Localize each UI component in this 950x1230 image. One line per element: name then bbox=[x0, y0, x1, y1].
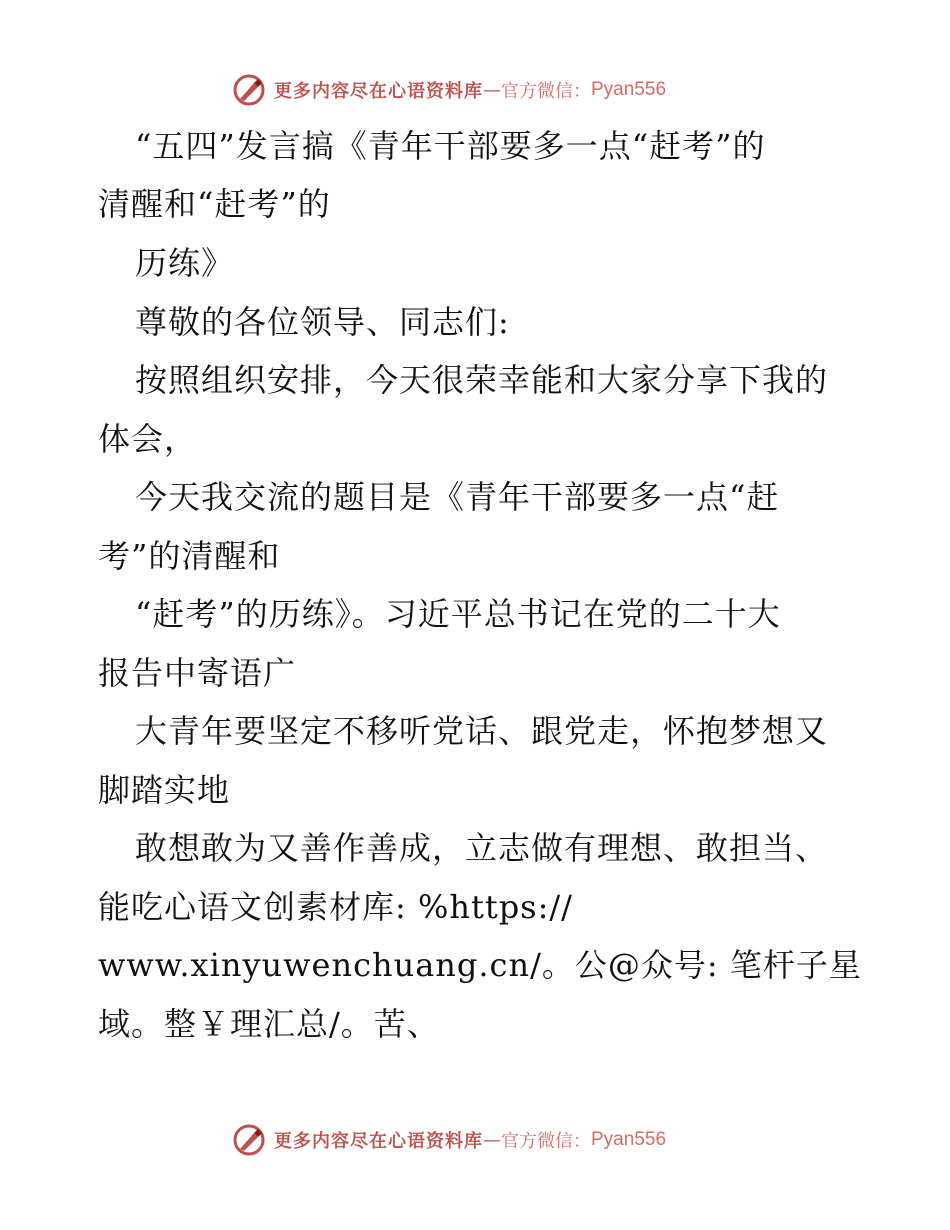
text-line: 尊敬的各位领导、同志们: bbox=[135, 303, 510, 341]
text-line: 脚踏实地 bbox=[98, 771, 231, 809]
text-line: 报告中寄语广 bbox=[98, 654, 297, 692]
banner-dash: — bbox=[483, 1129, 501, 1151]
text-line: 能吃心语文创素材库: %https:// bbox=[98, 888, 573, 926]
text-line: 按照组织安排，今天很荣幸能和大家分享下我的 bbox=[135, 361, 829, 399]
banner-wechat-id: Pyan556 bbox=[591, 79, 667, 100]
text-line: 今天我交流的题目是《青年干部要多一点“赶 bbox=[135, 478, 780, 516]
text-line: 清醒和“赶考”的 bbox=[98, 185, 331, 223]
text-line: “五四”发言搞《青年干部要多一点“赶考”的 bbox=[135, 127, 766, 165]
text-line: 域。整￥理汇总/。苦、 bbox=[98, 1005, 440, 1043]
text-line: “赶考”的历练》。习近平总书记在党的二十大 bbox=[135, 595, 781, 633]
banner-main-text: 更多内容尽在心语资料库 bbox=[274, 1131, 483, 1152]
text-line: 大青年要坚定不移听党话、跟党走，怀抱梦想又 bbox=[135, 712, 829, 750]
text-line: 体会， bbox=[98, 420, 198, 458]
text-line: 历练》 bbox=[135, 244, 235, 282]
banner-main-text: 更多内容尽在心语资料库 bbox=[274, 81, 483, 102]
header-banner bbox=[232, 70, 666, 110]
footer-banner bbox=[232, 1120, 666, 1160]
banner-dash: — bbox=[483, 79, 501, 101]
text-line: www.xinyuwenchuang.cn/。公@众号: 笔杆子星 bbox=[98, 946, 862, 984]
banner-wechat-id: Pyan556 bbox=[591, 1129, 667, 1150]
pen-logo-icon bbox=[232, 1123, 266, 1157]
pen-logo-icon bbox=[232, 73, 266, 107]
text-line: 敢想敢为又善作善成，立志做有理想、敢担当、 bbox=[135, 829, 829, 867]
banner-sub-text: 官方微信： bbox=[501, 81, 591, 102]
banner-sub-text: 官方微信： bbox=[501, 1131, 591, 1152]
text-line: 考”的清醒和 bbox=[98, 537, 281, 575]
